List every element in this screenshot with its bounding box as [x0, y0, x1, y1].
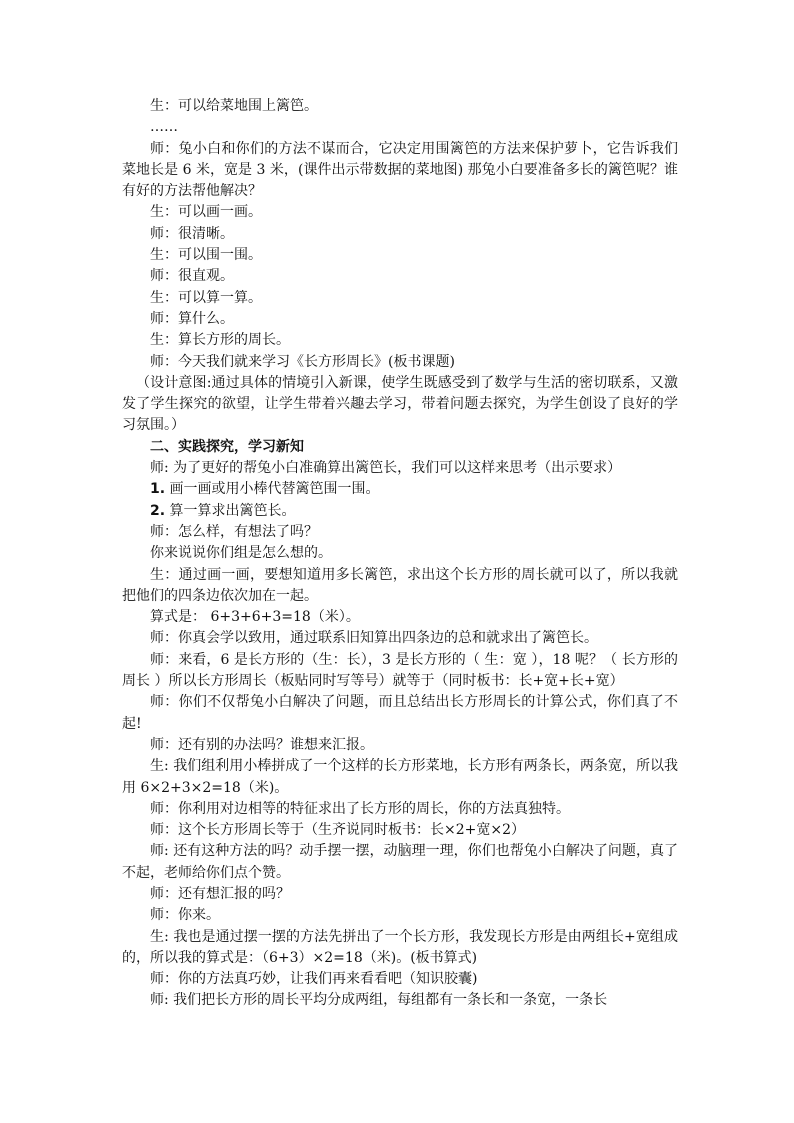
page-body — [122, 96, 678, 1012]
paragraph: 生: 我们组利用小棒拼成了一个这样的长方形菜地，长方形有两条长，两条宽，所以我用 6×2+3×2=18（米)。 — [122, 758, 678, 796]
paragraph: 师：这个长方形周长等于（生齐说同时板书：长×2+宽×2） — [150, 822, 526, 839]
list-item — [122, 479, 678, 500]
paragraph: 师：你真会学以致用，通过联系旧知算出四条边的总和就求出了篱笆长。 — [150, 630, 598, 647]
paragraph: 师：你来。 — [150, 907, 220, 924]
design-intent-note: （设计意图:通过具体的情境引入新课，使学生既感受到了数学与生活的密切联系，又激发了学生探究的欲望，让学生带着兴趣去学习，带着问题去探究，为学生创设了良好的学习氛围。） — [122, 374, 678, 434]
paragraph: 师：怎么样，有想法了吗？ — [150, 523, 318, 540]
paragraph: 师：算什么。 — [150, 310, 234, 327]
paragraph: 生：可以画一画。 — [150, 204, 262, 221]
list-item — [122, 501, 678, 522]
list-text: 算一算求出篱笆长。 — [169, 502, 296, 519]
paragraph: 师: 还有这种方法的吗？动手摆一摆，动脑理一理，你们也帮兔小白解决了问题，真了不起，老师给你们点个赞。 — [122, 843, 678, 881]
paragraph: 师：兔小白和你们的方法不谋而合，它决定用围篱笆的方法来保护萝卜，它告诉我们菜地长是 6 米，宽是 3 米，(课件出示带数据的菜地图) 那兔小白要准备多长的篱笆呢？谁有好的方法帮他解决？ — [122, 140, 678, 200]
paragraph: 生：算长方形的周长。 — [150, 332, 290, 349]
paragraph: 师：来看，6 是长方形的（生：长），3 是长方形的（ 生：宽 ），18 呢？（ 长方形的周长 ）所以长方形周长（板贴同时写等号）就等于（同时板书：长+宽+长+宽） — [122, 651, 678, 690]
paragraph: 师: 为了更好的帮兔小白准确算出篱笆长，我们可以这样来思考（出示要求） — [150, 460, 622, 477]
paragraph: 师：还有想汇报的吗？ — [150, 885, 290, 902]
ellipsis-line: …… — [150, 119, 178, 136]
paragraph: 师：很直观。 — [150, 268, 234, 285]
paragraph: 师：你利用对边相等的特征求出了长方形的周长，你的方法真独特。 — [150, 800, 570, 817]
paragraph: 生：可以给菜地围上篱笆。 — [150, 98, 318, 114]
paragraph: 师：还有别的办法吗？谁想来汇报。 — [150, 736, 374, 753]
list-number: 2. — [150, 502, 166, 519]
paragraph: 师: 我们把长方形的周长平均分成两组，每组都有一条长和一条宽，一条长 — [150, 992, 608, 1009]
list-text: 画一画或用小棒代替篱笆围一围。 — [169, 481, 380, 498]
paragraph: 生：可以算一算。 — [150, 289, 262, 306]
paragraph: 师：你们不仅帮兔小白解决了问题，而且总结出长方形周长的计算公式，你们真了不起! — [122, 694, 678, 732]
list-number: 1. — [150, 481, 166, 498]
paragraph: 生：可以围一围。 — [150, 247, 262, 264]
paragraph: 师：今天我们就来学习《长方形周长》(板书课题) — [150, 353, 455, 370]
paragraph: 算式是： 6+3+6+3=18（米）。 — [150, 609, 360, 626]
paragraph: 生: 我也是通过摆一摆的方法先拼出了一个长方形，我发现长方形是由两组长+宽组成的，所以我的算式是：（6+3）×2=18（米)。(板书算式) — [122, 928, 678, 966]
paragraph: 生：通过画一画，要想知道用多长篱笆，求出这个长方形的周长就可以了，所以我就把他们的四条边依次加在一起。 — [122, 566, 678, 604]
paragraph: 师：你的方法真巧妙，让我们再来看看吧（知识胶囊) — [150, 971, 478, 988]
section-heading: 二、实践探究，学习新知 — [150, 438, 304, 455]
paragraph: 你来说说你们组是怎么想的。 — [150, 545, 332, 562]
paragraph: 师：很清晰。 — [150, 225, 234, 242]
